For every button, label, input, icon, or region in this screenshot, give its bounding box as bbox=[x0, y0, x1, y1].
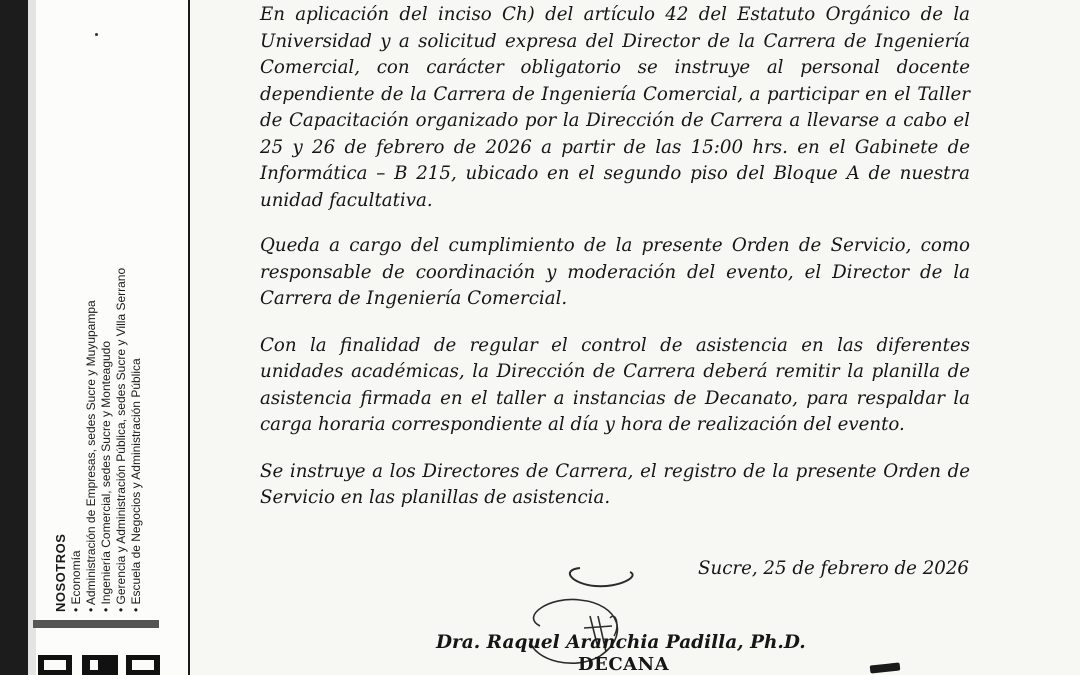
sidebar-item: • Escuela de Negocios y Administración Pública bbox=[129, 52, 144, 612]
sidebar-about-block bbox=[52, 52, 144, 612]
logo-fragment bbox=[82, 655, 118, 675]
body-paragraph-3: Con la finalidad de regular el control de asistencia en las diferentes unidades académicas, la Dirección de Carrera deberá remitir la planilla de asistencia firmada en el taller a instancias de Decanato, para respaldar la carga horaria correspondiente al día y hora de realización del evento. bbox=[260, 334, 970, 435]
body-paragraph-1: En aplicación del inciso Ch) del artículo 42 del Estatuto Orgánico de la Universidad y a solicitud expresa del Director de la Carrera de Ingeniería Comercial, con carácter obligatorio se instruye al personal docente dependiente de la Carrera de Ingeniería Comercial, a participar en el Taller de Capacitación organizado por la Dirección de Carrera a llevarse a cabo el 25 y 26 de febrero de 2026 a partir de las 15:00 hrs. en el Gabinete de Informática – B 215, ubicado en el segundo piso del Bloque A de nuestra unidad facultativa. bbox=[260, 4, 970, 211]
logo-fragment-gap bbox=[90, 660, 98, 670]
body-paragraph-2: Queda a cargo del cumplimiento de la presente Orden de Servicio, como responsable de coordinación y moderación del evento, el Director de la Carrera de Ingeniería Comercial. bbox=[260, 235, 970, 309]
speck-dot bbox=[95, 33, 98, 36]
logo-fragment-gap bbox=[44, 660, 66, 670]
body-paragraph-4: Se instruye a los Directores de Carrera, el registro de la presente Orden de Servicio en las planillas de asistencia. bbox=[260, 460, 970, 508]
document-body bbox=[260, 2, 970, 532]
signer-title: DECANA bbox=[578, 654, 670, 675]
sidebar-item: • Ingeniería Comercial, sedes Sucre y Monteagudo bbox=[99, 52, 114, 612]
place-date: Sucre, 25 de febrero de 2026 bbox=[698, 558, 969, 579]
ink-mark bbox=[870, 662, 901, 673]
sidebar-panel bbox=[0, 0, 190, 675]
sidebar-item: • Gerencia y Administración Pública, sedes Sucre y Villa Serrano bbox=[114, 52, 129, 612]
sidebar-dark-strip bbox=[0, 0, 28, 675]
logo-fragment-gap bbox=[132, 660, 154, 670]
sidebar-shadow-strip bbox=[28, 0, 36, 675]
sidebar-border-line bbox=[188, 0, 190, 675]
signer-name: Dra. Raquel Aranchia Padilla, Ph.D. bbox=[436, 632, 806, 653]
sidebar-item: • Administración de Empresas, sedes Sucre y Muyupampa bbox=[84, 52, 99, 612]
sidebar-heading: NOSOTROS bbox=[53, 533, 68, 612]
sidebar-divider-bar bbox=[33, 620, 159, 628]
sidebar-item: • Economía bbox=[69, 52, 84, 612]
